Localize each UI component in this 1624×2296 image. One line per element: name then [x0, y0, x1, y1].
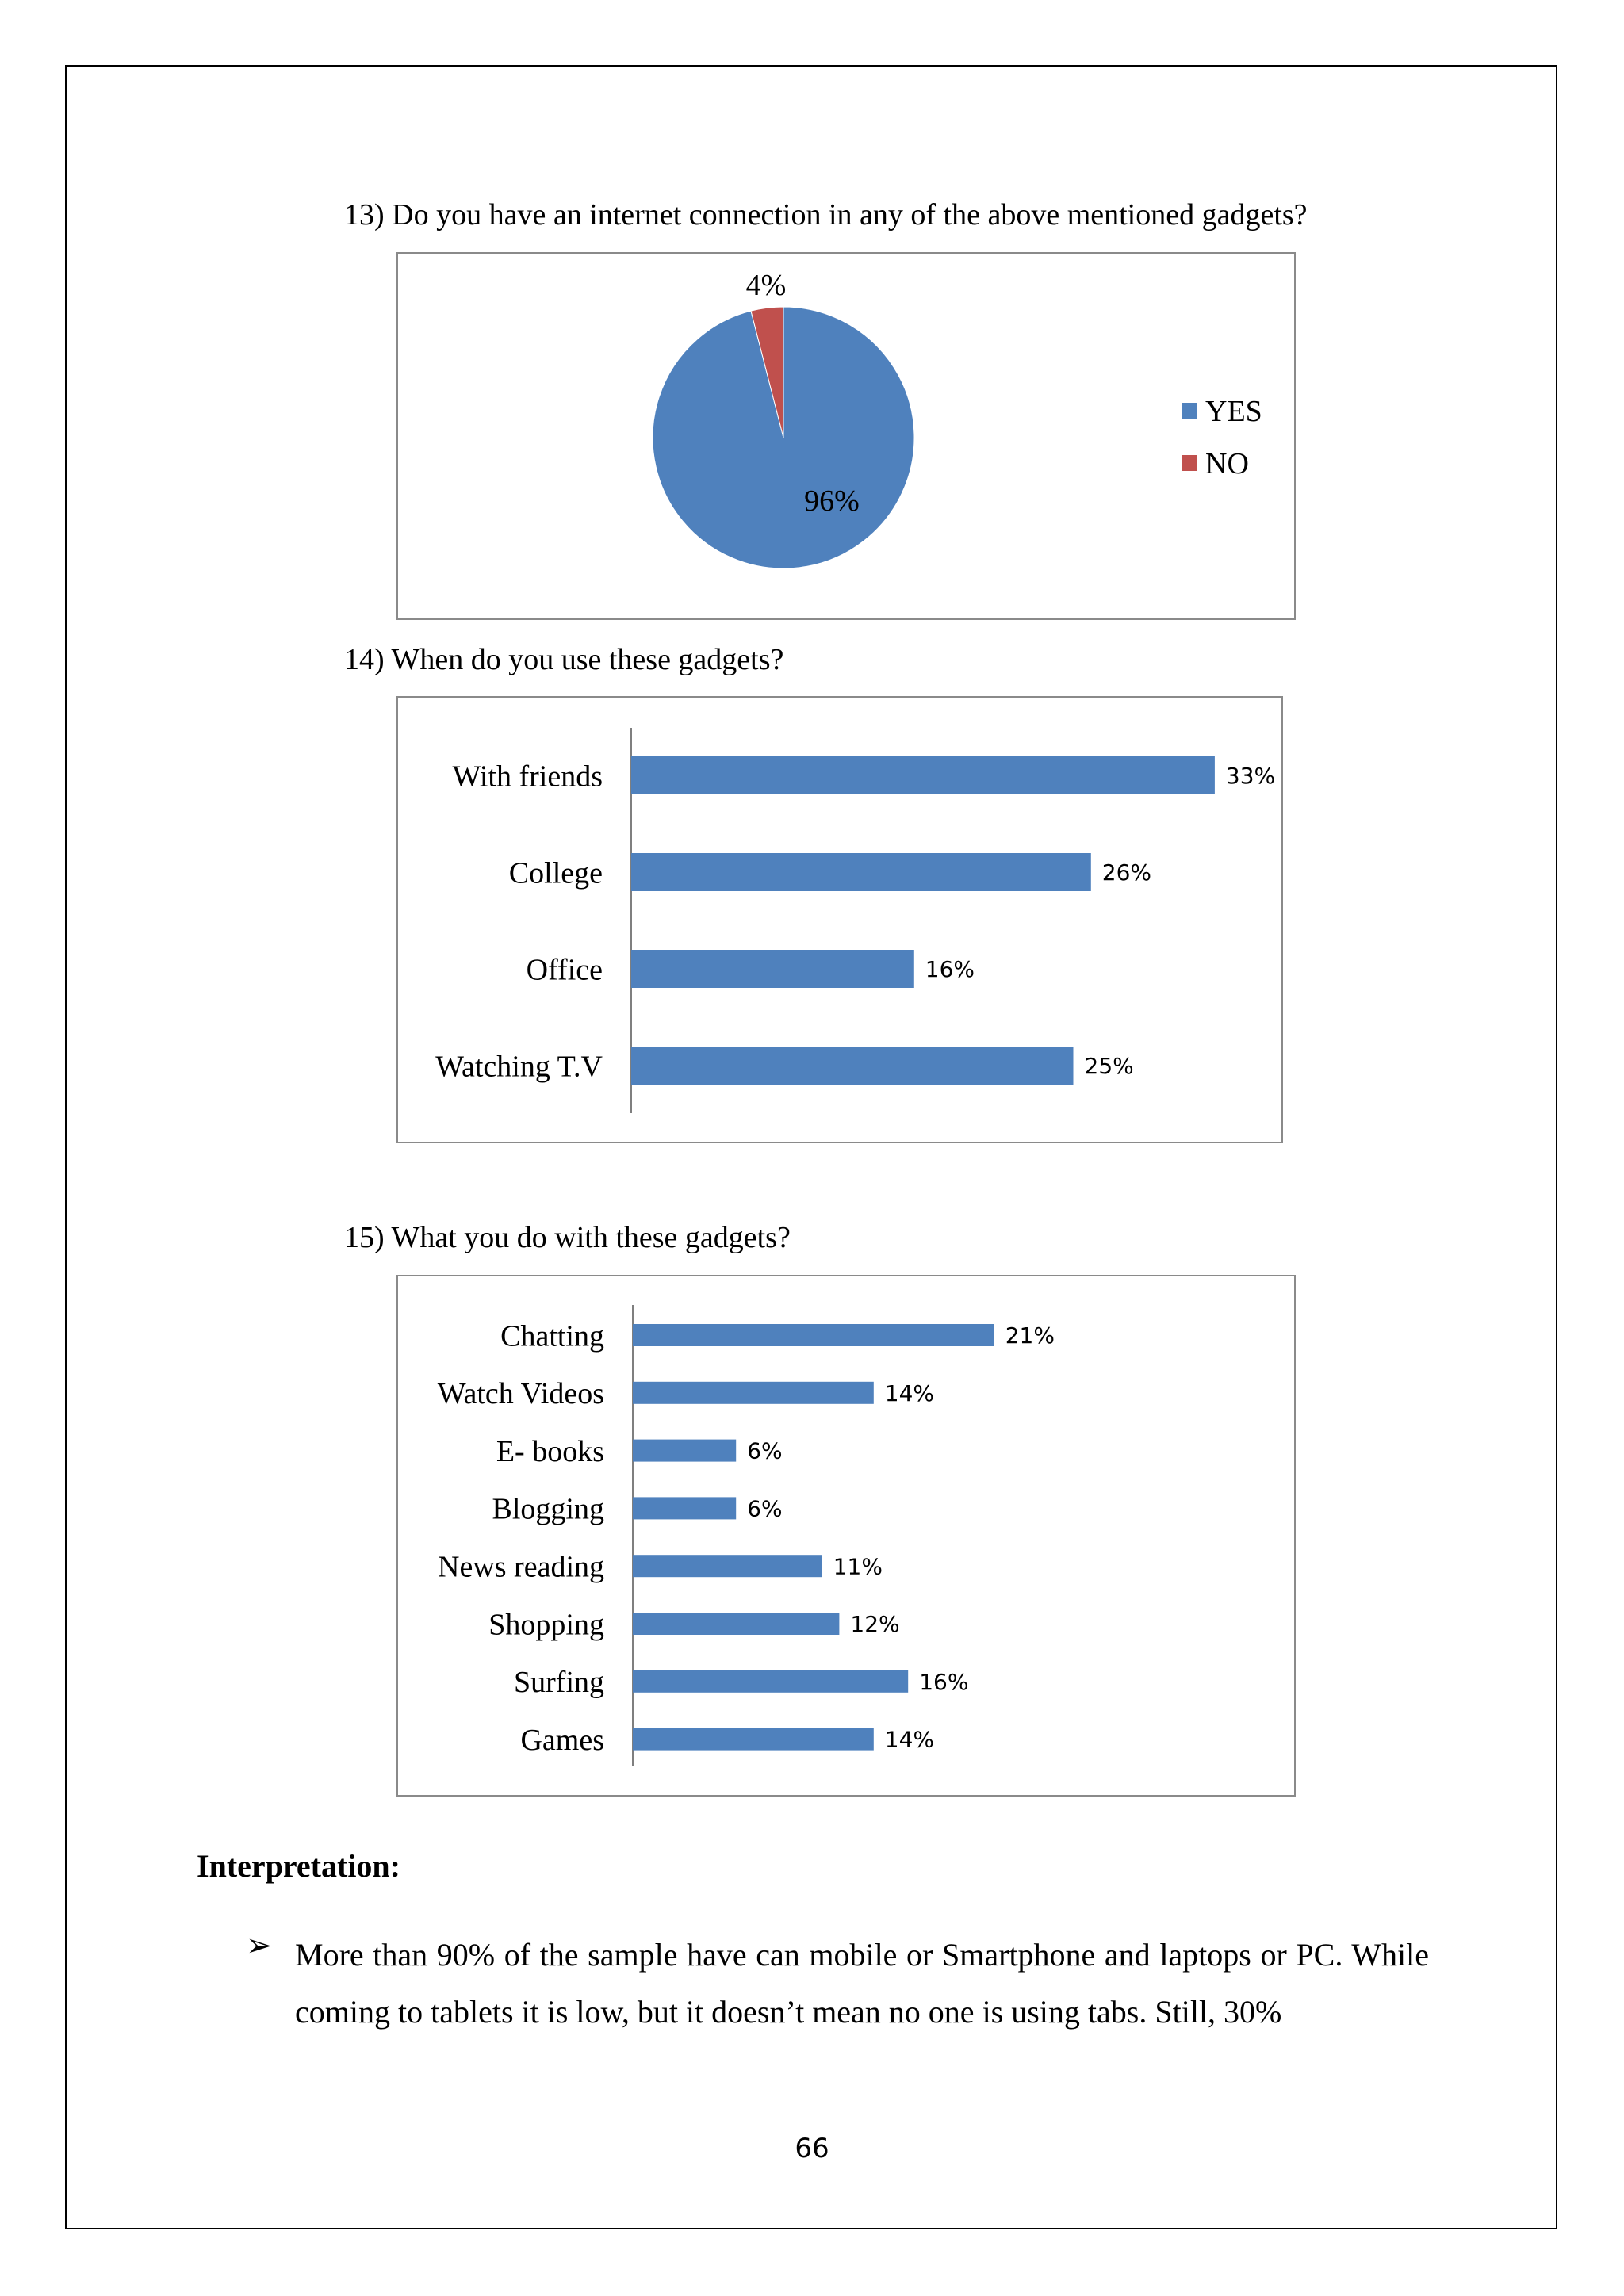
q15-data-label-blogging: 6% — [747, 1495, 783, 1522]
q15-category-watch-videos: Watch Videos — [437, 1377, 604, 1411]
chart-q13-pie — [396, 252, 1296, 620]
q15-category-e-books: E- books — [496, 1434, 604, 1468]
legend-label-no: NO — [1205, 447, 1249, 480]
q15-data-label-watch-videos: 14% — [884, 1380, 935, 1406]
q14-category-with-friends: With friends — [452, 760, 603, 794]
chart-q14-bar — [396, 696, 1283, 1143]
q15-bar-shopping — [633, 1613, 839, 1635]
q15-data-label-shopping: 12% — [850, 1611, 900, 1638]
q15-bar-e-books — [633, 1440, 736, 1462]
q15-category-chatting: Chatting — [500, 1319, 604, 1353]
q15-bar-chatting — [633, 1324, 994, 1346]
legend-swatch-yes — [1182, 403, 1197, 419]
q15-data-label-chatting: 21% — [1005, 1322, 1055, 1349]
q15-category-shopping: Shopping — [488, 1608, 604, 1642]
q15-bar-blogging — [633, 1497, 736, 1519]
q15-data-label-e-books: 6% — [747, 1437, 783, 1464]
q15-bar-games — [633, 1728, 874, 1751]
q14-data-label-office: 16% — [925, 956, 975, 983]
q14-data-label-college: 26% — [1101, 859, 1152, 886]
interpretation-paragraph: More than 90% of the sample have can mobile or Smartphone and laptops or PC. While coming to tablets it is low, but it doesn’t mean no one is using tabs. Still, 30% — [295, 1937, 1429, 2030]
q14-bar-with-friends — [631, 756, 1215, 794]
q15-bar-news-reading — [633, 1555, 822, 1577]
bullet-arrow-icon: ➢ — [246, 1927, 273, 1963]
pie-label-no: 4% — [745, 269, 787, 302]
question-14: 14) When do you use these gadgets? — [344, 643, 784, 676]
q14-category-college: College — [508, 856, 603, 890]
pie-label-yes: 96% — [804, 484, 860, 518]
interpretation-heading: Interpretation: — [197, 1848, 400, 1884]
q15-bar-watch-videos — [633, 1382, 874, 1404]
question-13: 13) Do you have an internet connection in any of the above mentioned gadgets? — [344, 198, 1308, 232]
question-15: 15) What you do with these gadgets? — [344, 1221, 791, 1254]
q15-category-news-reading: News reading — [438, 1550, 604, 1584]
q15-data-label-games: 14% — [884, 1726, 935, 1753]
q15-category-surfing: Surfing — [514, 1666, 604, 1700]
q15-category-blogging: Blogging — [492, 1492, 604, 1526]
q14-category-watching-t-v: Watching T.V — [435, 1050, 603, 1084]
q14-bar-college — [631, 853, 1091, 891]
q14-data-label-with-friends: 33% — [1225, 763, 1276, 790]
q14-bar-office — [631, 950, 914, 988]
q15-data-label-surfing: 16% — [919, 1668, 969, 1695]
q15-data-label-news-reading: 11% — [833, 1553, 883, 1580]
q14-bar-watching-t-v — [631, 1047, 1074, 1085]
q15-category-games: Games — [520, 1723, 604, 1757]
q14-category-office: Office — [526, 953, 603, 987]
q14-data-label-watching-t-v: 25% — [1084, 1053, 1134, 1080]
chart-q15-bar — [396, 1275, 1296, 1797]
legend-swatch-no — [1182, 455, 1197, 471]
q15-bar-surfing — [633, 1670, 908, 1693]
page-number: 66 — [795, 2133, 829, 2164]
legend-label-yes: YES — [1205, 395, 1262, 428]
